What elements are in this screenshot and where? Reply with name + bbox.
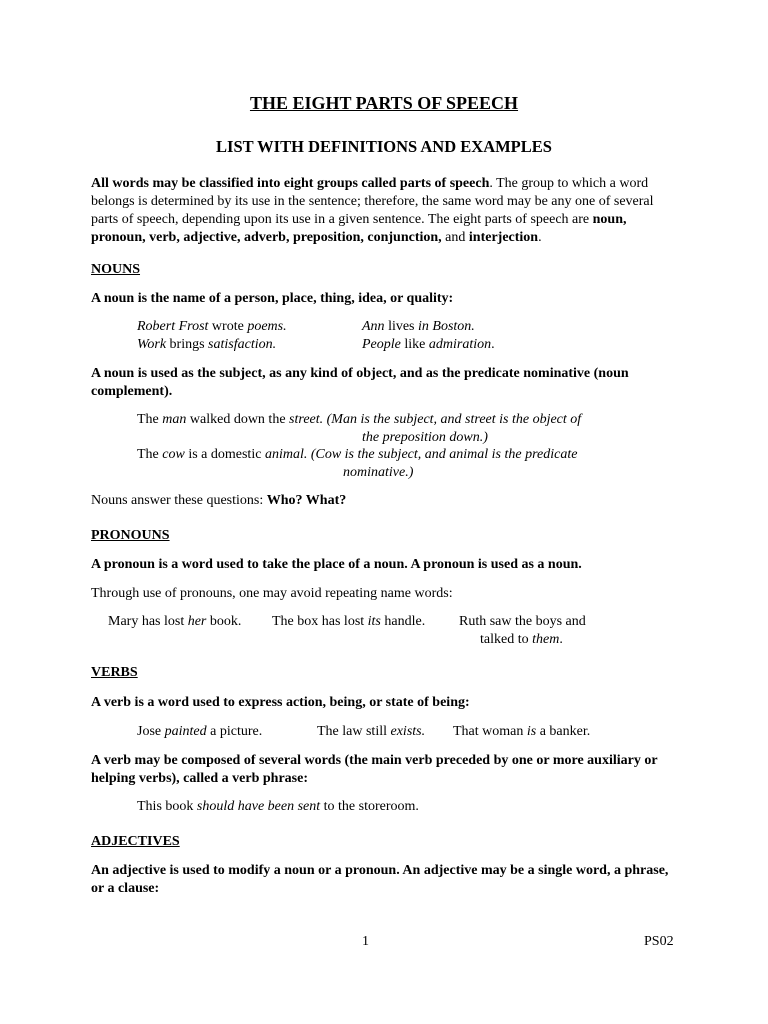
nouns-usage-example: The cow is a domestic animal. (Cow is the subject, and animal is the predicate	[137, 447, 578, 462]
nouns-usage-definition: A noun is used as the subject, as any kind of object, and as the predicate nominative (noun complement).	[91, 366, 629, 399]
nouns-example: Ann lives in Boston.	[362, 319, 475, 334]
section-heading-adjectives: ADJECTIVES	[91, 834, 180, 849]
pronouns-usage: Through use of pronouns, one may avoid repeating name words:	[91, 586, 453, 601]
intro-paragraph	[91, 175, 681, 247]
section-heading-pronouns: PRONOUNS	[91, 528, 170, 543]
nouns-usage-example: nominative.)	[343, 465, 414, 480]
intro-parts-list: noun, pronoun, verb, adjective, adverb, preposition, conjunction,	[91, 212, 627, 245]
intro-last-part: interjection	[468, 230, 539, 245]
intro-and: and	[441, 230, 469, 245]
verb-phrase-example: This book should have been sent to the storeroom.	[137, 799, 419, 814]
pronouns-definition: A pronoun is a word used to take the place of a noun. A pronoun is used as a noun.	[91, 557, 582, 572]
page-subtitle: LIST WITH DEFINITIONS AND EXAMPLES	[216, 137, 552, 156]
nouns-usage-example: The man walked down the street. (Man is the subject, and street is the object of	[137, 412, 582, 427]
verbs-definition: A verb is a word used to express action, being, or state of being:	[91, 695, 470, 710]
section-heading-nouns: NOUNS	[91, 262, 141, 277]
section-heading-verbs: VERBS	[91, 665, 138, 680]
pronouns-example: The box has lost its handle.	[272, 614, 426, 629]
intro-text: . The group to which a word belongs is determined by its use in the sentence; therefore, the same word may be any one of several parts of speech, depending upon its use in a given sentence. The eight parts of speech are	[91, 176, 654, 227]
adjectives-definition: An adjective is used to modify a noun or a pronoun. An adjective may be a single word, a phrase, or a clause:	[91, 863, 669, 896]
document-code: PS02	[644, 934, 674, 949]
page-number: 1	[362, 934, 369, 949]
nouns-example: People like admiration.	[362, 337, 495, 352]
page-title: THE EIGHT PARTS OF SPEECH	[249, 93, 519, 113]
nouns-usage-example: the preposition down.)	[362, 430, 488, 445]
intro-bold-lead: All words may be classified into eight groups called parts of speech	[91, 176, 490, 191]
nouns-questions: Nouns answer these questions: Who? What?	[91, 493, 347, 508]
pronouns-example: Mary has lost her book.	[108, 614, 242, 629]
pronouns-example: Ruth saw the boys and	[459, 614, 586, 629]
nouns-example: Work brings satisfaction.	[137, 337, 277, 352]
verbs-example: That woman is a banker.	[453, 724, 591, 739]
nouns-definition: A noun is the name of a person, place, thing, idea, or quality:	[91, 291, 454, 306]
verbs-example: Jose painted a picture.	[137, 724, 263, 739]
intro-end: .	[538, 230, 542, 245]
verbs-example: The law still exists.	[317, 724, 426, 739]
verb-phrase-definition: A verb may be composed of several words (the main verb preceded by one or more auxiliary or helping verbs), called a verb phrase:	[91, 753, 658, 786]
nouns-example: Robert Frost wrote poems.	[137, 319, 287, 334]
pronouns-example: talked to them.	[480, 632, 563, 647]
